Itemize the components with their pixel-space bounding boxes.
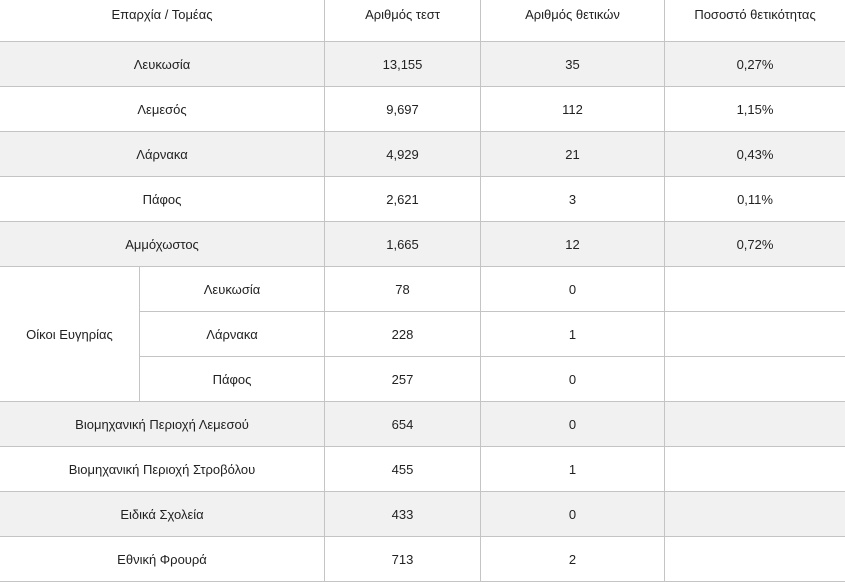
positivity-rate: 0,72% xyxy=(665,222,845,267)
tests-count: 2,621 xyxy=(325,177,481,222)
table-row xyxy=(0,447,845,492)
header-positivity-rate: Ποσοστό θετικότητας xyxy=(665,0,845,42)
positives-count: 2 xyxy=(481,537,665,582)
positivity-rate xyxy=(665,267,845,312)
care-home-district: Πάφος xyxy=(140,357,325,402)
district-name: Λεμεσός xyxy=(0,87,325,132)
positives-count: 112 xyxy=(481,87,665,132)
district-name: Λάρνακα xyxy=(0,132,325,177)
tests-count: 78 xyxy=(325,267,481,312)
positivity-rate: 0,43% xyxy=(665,132,845,177)
table-row xyxy=(0,87,845,132)
tests-count: 4,929 xyxy=(325,132,481,177)
tests-count: 455 xyxy=(325,447,481,492)
care-home-district: Λευκωσία xyxy=(140,267,325,312)
positivity-rate xyxy=(665,537,845,582)
table-header-row xyxy=(0,0,845,42)
header-tests: Αριθμός τεστ xyxy=(325,0,481,42)
table-row xyxy=(0,177,845,222)
positives-count: 3 xyxy=(481,177,665,222)
table-row xyxy=(0,267,845,312)
sector-name: Ειδικά Σχολεία xyxy=(0,492,325,537)
header-positives: Αριθμός θετικών xyxy=(481,0,665,42)
positives-count: 0 xyxy=(481,492,665,537)
positives-count: 35 xyxy=(481,42,665,87)
positivity-rate xyxy=(665,492,845,537)
sector-name: Βιομηχανική Περιοχή Στροβόλου xyxy=(0,447,325,492)
table-row xyxy=(0,42,845,87)
tests-count: 257 xyxy=(325,357,481,402)
tests-count: 654 xyxy=(325,402,481,447)
care-homes-label: Οίκοι Ευγηρίας xyxy=(0,267,140,402)
positives-count: 21 xyxy=(481,132,665,177)
tests-count: 9,697 xyxy=(325,87,481,132)
district-name: Αμμόχωστος xyxy=(0,222,325,267)
sector-name: Βιομηχανική Περιοχή Λεμεσού xyxy=(0,402,325,447)
tests-count: 228 xyxy=(325,312,481,357)
positivity-rate xyxy=(665,312,845,357)
tests-count: 713 xyxy=(325,537,481,582)
tests-count: 433 xyxy=(325,492,481,537)
header-district: Επαρχία / Τομέας xyxy=(0,0,325,42)
positivity-rate xyxy=(665,447,845,492)
positives-count: 0 xyxy=(481,267,665,312)
table-row xyxy=(0,402,845,447)
positives-count: 0 xyxy=(481,402,665,447)
positives-count: 12 xyxy=(481,222,665,267)
tests-count: 1,665 xyxy=(325,222,481,267)
tests-count: 13,155 xyxy=(325,42,481,87)
positivity-rate: 1,15% xyxy=(665,87,845,132)
sector-name: Εθνική Φρουρά xyxy=(0,537,325,582)
table-row xyxy=(0,132,845,177)
positives-count: 1 xyxy=(481,447,665,492)
district-name: Λευκωσία xyxy=(0,42,325,87)
positives-count: 1 xyxy=(481,312,665,357)
table-row xyxy=(0,222,845,267)
district-name: Πάφος xyxy=(0,177,325,222)
table-row xyxy=(0,537,845,582)
care-home-district: Λάρνακα xyxy=(140,312,325,357)
positivity-rate xyxy=(665,357,845,402)
positivity-rate: 0,27% xyxy=(665,42,845,87)
positivity-rate xyxy=(665,402,845,447)
positivity-rate: 0,11% xyxy=(665,177,845,222)
positives-count: 0 xyxy=(481,357,665,402)
table-row xyxy=(0,492,845,537)
